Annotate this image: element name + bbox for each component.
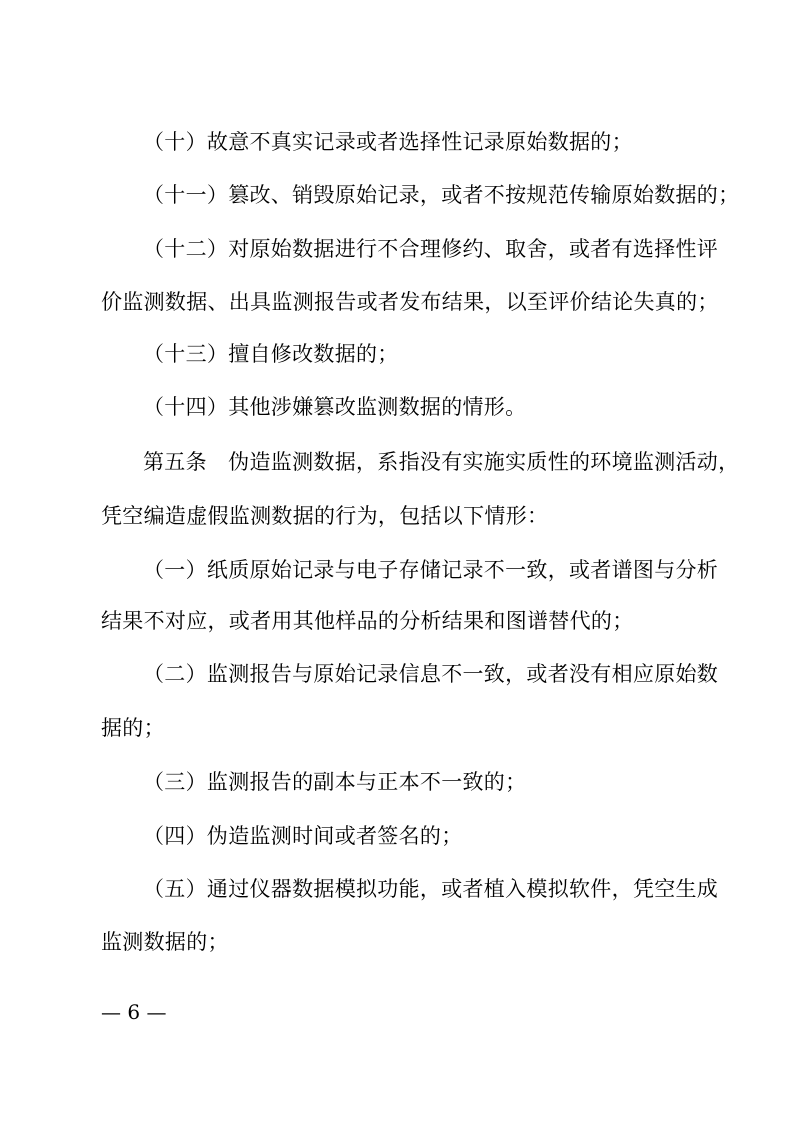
paragraph-line: （二）监测报告与原始记录信息不一致，或者没有相应原始数 bbox=[143, 662, 719, 686]
paragraph-line: （十一）篡改、销毁原始记录，或者不按规范传输原始数据的； bbox=[143, 183, 740, 207]
paragraph-line: （一）纸质原始记录与电子存储记录不一致，或者谱图与分析 bbox=[143, 558, 719, 582]
paragraph-line: 据的； bbox=[101, 716, 165, 740]
paragraph-line: （十）故意不真实记录或者选择性记录原始数据的； bbox=[143, 130, 633, 154]
paragraph-line: （三）监测报告的副本与正本不一致的； bbox=[143, 770, 527, 794]
paragraph-line: 监测数据的； bbox=[101, 930, 229, 954]
paragraph-line: （五）通过仪器数据模拟功能，或者植入模拟软件，凭空生成 bbox=[143, 877, 719, 901]
paragraph-line: （四）伪造监测时间或者签名的； bbox=[143, 824, 463, 848]
paragraph-line: （十三）擅自修改数据的； bbox=[143, 342, 399, 366]
paragraph-line: 凭空编造虚假监测数据的行为，包括以下情形： bbox=[101, 504, 549, 528]
paragraph-line: 价监测数据、出具监测报告或者发布结果，以至评价结论失真的； bbox=[101, 290, 719, 314]
paragraph-line: 第五条 伪造监测数据，系指没有实施实质性的环境监测活动， bbox=[143, 450, 740, 474]
paragraph-line: （十二）对原始数据进行不合理修约、取舍，或者有选择性评 bbox=[143, 237, 719, 261]
page-number: — 6 — bbox=[101, 1000, 167, 1024]
paragraph-line: （十四）其他涉嫌篡改监测数据的情形。 bbox=[143, 395, 527, 419]
paragraph-line: 结果不对应，或者用其他样品的分析结果和图谱替代的； bbox=[101, 609, 634, 633]
